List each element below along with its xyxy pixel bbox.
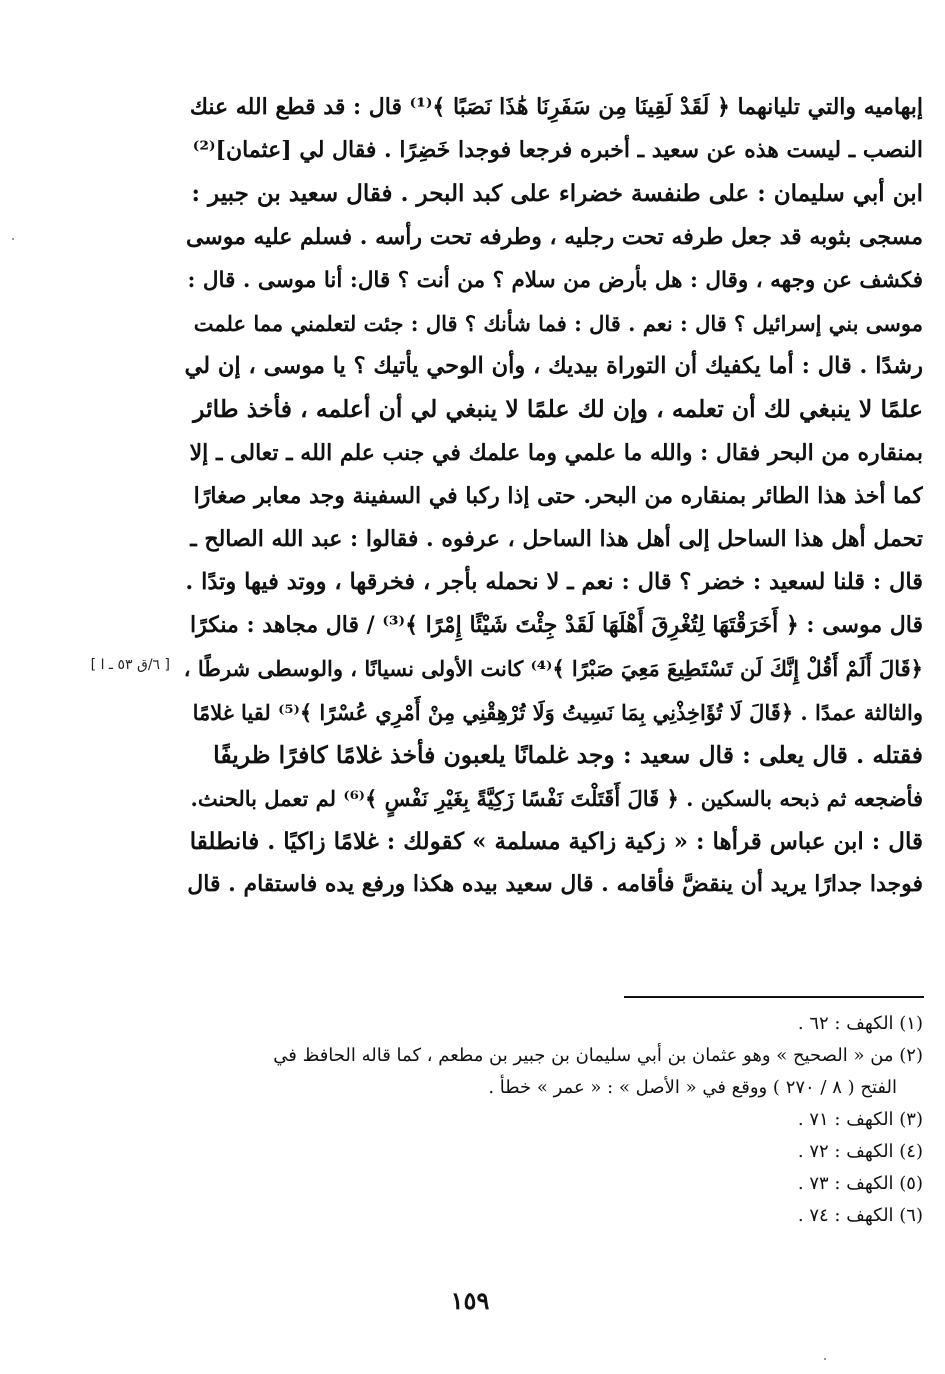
text-line: بمنقاره من البحر فقال : والله ما علمي وما علمك في جنب علم الله ـ تعالى ـ إلا <box>189 439 923 466</box>
scan-speck <box>12 238 14 240</box>
text-line: موسى بني إسرائيل ؟ قال : نعم . قال : فما شأنك ؟ قال : جئت لتعلمني مما علمت <box>193 310 923 336</box>
text-line: النصب ـ ليست هذه عن سعيد ـ أخبره فرجعا فوجدا خَضِرًا . فقال لي [عثمان]⁽²⁾ <box>192 137 923 164</box>
text-line: تحمل أهل هذا الساحل إلى أهل هذا الساحل ، عرفوه . فقالوا : عبد الله الصالح ـ <box>190 525 923 552</box>
footnote: (٤) الكهف : ٧٢ . <box>797 1141 923 1162</box>
footnote: (٥) الكهف : ٧٣ . <box>797 1173 923 1194</box>
text-line: إبهاميه والتي تليانهما ﴿ لَقَدْ لَقِينَا مِن سَفَرِنَا هَٰذَا نَصَبًا ﴾⁽¹⁾ قال : قد قطع الله عنك <box>189 94 923 120</box>
footnote: (٢) من « الصحيح » وهو عثمان بن أبي سليمان بن جبير بن مطعم ، كما قاله الحافظ في <box>273 1045 923 1066</box>
text-line: كما أخذ هذا الطائر بمنقاره من البحر. حتى إذا ركبا في السفينة وجد معابر صغارًا <box>193 482 923 509</box>
footnote-continuation: الفتح ( ٨ / ٢٧٠ ) ووقع في « الأصل » : « عمر » خطأ . <box>488 1077 897 1098</box>
text-line: فأضجعه ثم ذبحه بالسكين . ﴿ قَالَ أَقَتَلْتَ نَفْسًا زَكِيَّةً بِغَيْرِ نَفْسٍ ﴾⁽⁶⁾ لم تعمل بالحنث. <box>190 786 923 811</box>
text-line: قال موسى : ﴿ أَخَرَقْتَهَا لِتُغْرِقَ أَهْلَهَا لَقَدْ جِئْتَ شَيْئًا إِمْرًا ﴾⁽³⁾ / قال مجاهد : منكرًا <box>190 612 923 639</box>
text-line: علمًا لا ينبغي لك أن تعلمه ، وإن لك علمًا لا ينبغي لي أن أعلمه ، فأخذ طائر <box>193 395 923 424</box>
footnote: (١) الكهف : ٦٢ . <box>797 1013 923 1034</box>
text-line: مسجى بثوبه قد جعل طرفه تحت رجليه ، وطرفه تحت رأسه . فسلم عليه موسى <box>185 223 923 250</box>
text-line: ابن أبي سليمان : على طنفسة خضراء على كبد البحر . فقال سعيد بن جبير : <box>191 180 923 208</box>
footnote: (٣) الكهف : ٧١ . <box>797 1109 923 1130</box>
scan-speck <box>824 1358 826 1360</box>
footnote-divider <box>624 996 924 998</box>
text-line: فوجدا جدارًا يريد أن ينقضَّ فأقامه . قال سعيد بيده هكذا ورفع يده فاستقام . قال <box>187 871 923 898</box>
text-line: ﴿قَالَ أَلَمْ أَقُلْ إِنَّكَ لَن تَسْتَطِيعَ مَعِيَ صَبْرًا ﴾⁽⁴⁾ كانت الأولى نسيانًا ، والوسطى شرطًا ، <box>183 656 923 682</box>
footnote: (٦) الكهف : ٧٤ . <box>797 1205 923 1226</box>
text-line: فكشف عن وجهه ، وقال : هل بأرض من سلام ؟ من أنت ؟ قال: أنا موسى . قال : <box>187 267 923 293</box>
text-line: رشدًا . قال : أما يكفيك أن التوراة بيديك ، وأن الوحي يأتيك ؟ يا موسى ، إن لي <box>184 353 923 380</box>
text-line: قال : ابن عباس قرأها : « زكية زاكية مسلمة » كقولك : غلامًا زاكيًا . فانطلقا <box>189 828 923 856</box>
page-number: ١٥٩ <box>450 1286 490 1315</box>
manuscript-folio-reference: [ ٦/ق ٥٣ ـ ا ] <box>90 657 170 673</box>
footnotes-block <box>183 1008 923 1232</box>
main-text-block <box>183 86 923 907</box>
text-line: والثالثة عمدًا . ﴿قَالَ لَا تُؤَاخِذْنِي بِمَا نَسِيتُ وَلَا تُرْهِقْنِي مِنْ أَمْرِي عُسْرًا ﴾⁽⁵⁾ لقيا غلامًا <box>192 699 923 725</box>
text-line: فقتله . قال يعلى : قال سعيد : وجد غلمانًا يلعبون فأخذ غلامًا كافرًا ظريفًا <box>213 740 923 769</box>
text-line: قال : قلنا لسعيد : خضر ؟ قال : نعم ـ لا نحمله بأجر ، فخرقها ، ووتد فيها وتدًا . <box>185 569 923 596</box>
